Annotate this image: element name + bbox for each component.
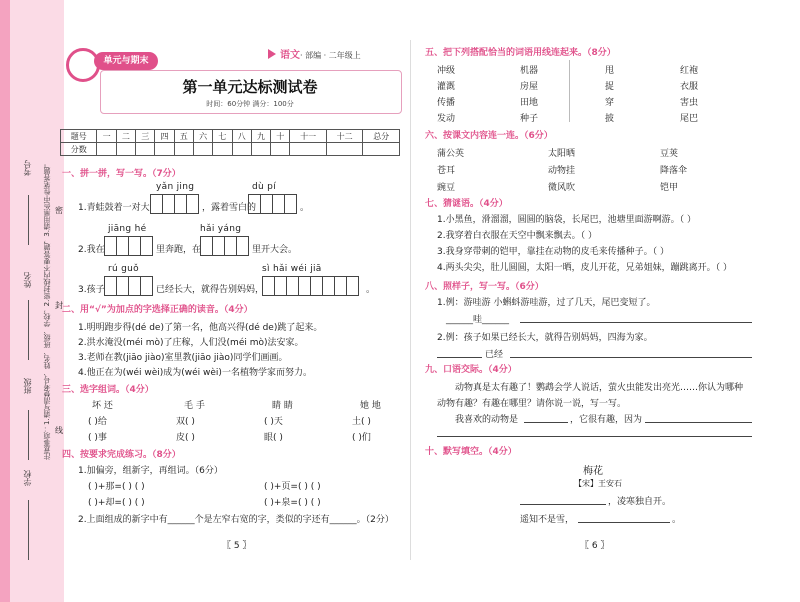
score-cell: 六	[193, 130, 212, 143]
s2-item-1: 1.明明跑步得(dé de)了第一名，他高兴得(dé de)跳了起来。	[78, 323, 323, 333]
score-input-cell[interactable]	[116, 143, 135, 156]
score-input-cell[interactable]	[174, 143, 193, 156]
write-grid-1[interactable]	[150, 194, 198, 214]
write-grid-6[interactable]	[262, 276, 358, 296]
s6-col2-2: 动物挂	[548, 166, 576, 176]
s9-answer-line[interactable]	[437, 436, 752, 437]
section-10-heading: 十、默写填空。（4分）	[425, 447, 517, 457]
section-8-heading: 八、照样子，写一写。（6分）	[425, 282, 544, 292]
s8-answer-line-2b[interactable]	[510, 357, 752, 358]
q2-text-c: 里开大会。	[252, 245, 298, 255]
s3-row2-4: ( )们	[352, 433, 371, 443]
s5-col4-4: 尾巴	[680, 114, 699, 124]
score-cell: 七	[213, 130, 232, 143]
s4-q2: 2.上面组成的新字中有______个是左窄右宽的字，类似的字还有______。（2分）	[78, 515, 394, 525]
s4-row1-1: ( )+那=( ) ( )	[88, 482, 145, 492]
s3-pair-3: 睛 睛	[272, 401, 293, 411]
s4-row1-2: ( )+页=( ) ( )	[264, 482, 321, 492]
s5-col4-2: 衣服	[680, 82, 699, 92]
s2-item-4: 4.他正在为(wéi wèi)成为(wéi wèi)一名植物学家而努力。	[78, 368, 312, 378]
page-title: 第一单元达标测试卷	[182, 78, 318, 96]
score-cell: 总分	[363, 130, 400, 143]
school-line	[28, 500, 29, 560]
s7-item-3: 3.我身穿带刺的铠甲，靠挂在动物的皮毛来传播种子。（ ）	[437, 247, 669, 257]
score-cell: 五	[174, 130, 193, 143]
score-row-label: 分数	[61, 143, 97, 156]
poem-blank-1[interactable]	[520, 504, 606, 505]
s9-paragraph-2: 动物有趣？有趣在哪里？请你说一说，写一写。	[437, 399, 627, 409]
q3-text-a: 3.孩子	[78, 285, 105, 295]
s8-example-1: 1.例：游哇游 小蝌蚪游哇游，过了几天，尾巴变短了。	[437, 298, 656, 308]
s3-pair-4: 她 地	[360, 401, 381, 411]
score-input-cell[interactable]	[271, 143, 290, 156]
s6-col1-3: 豌豆	[437, 183, 456, 193]
exam-number-label: 考号	[23, 160, 32, 176]
s5-col1-3: 传播	[437, 98, 456, 108]
s9-prompt-b: ，它很有趣，因为	[570, 415, 643, 425]
s5-col2-2: 房屋	[520, 82, 539, 92]
score-cell: 八	[232, 130, 251, 143]
s5-col3-4: 披	[605, 114, 615, 124]
section-1-heading: 一、拼一拼，写一写。（7分）	[62, 169, 181, 179]
s5-col1-4: 发动	[437, 114, 456, 124]
series-name: 语文	[280, 50, 300, 61]
section-3-heading: 三、选字组词。（4分）	[62, 385, 154, 395]
score-cell: 二	[116, 130, 135, 143]
s8-fill-2: 已经	[485, 350, 504, 360]
s2-item-3: 3.老师在教(jiāo jiào)室里教(jiāo jiào)同学们画画。	[78, 353, 288, 363]
s6-col3-2: 降落伞	[660, 166, 688, 176]
write-grid-2[interactable]	[248, 194, 296, 214]
score-input-cell[interactable]	[363, 143, 400, 156]
s8-answer-line-2a[interactable]	[437, 357, 482, 358]
score-input-cell[interactable]	[136, 143, 155, 156]
s8-answer-line-1[interactable]	[520, 322, 752, 323]
s5-col3-1: 甩	[605, 66, 615, 76]
s3-row1-4: 土( )	[352, 417, 371, 427]
name-line	[28, 300, 29, 360]
s5-col4-3: 害虫	[680, 98, 699, 108]
s5-col2-1: 机器	[520, 66, 539, 76]
series-sub: · 部编 · 二年级上	[300, 51, 361, 60]
q2-text-b: 里奔跑，在	[156, 245, 202, 255]
s5-col3-2: 捉	[605, 82, 615, 92]
class-label: 班级	[23, 378, 32, 394]
s8-fill-1[interactable]: ______哇______	[446, 315, 510, 325]
page-divider	[410, 40, 411, 560]
s3-row1-2: 双( )	[176, 417, 195, 427]
poem-author: 【宋】王安石	[574, 479, 622, 488]
s7-item-1: 1.小黑鱼，滑溜溜，圆圆的脑袋，长尾巴，池塘里面游啊游。（ ）	[437, 215, 696, 225]
s6-col2-1: 太阳晒	[548, 149, 576, 159]
q3-text-c: 。	[366, 285, 376, 295]
score-cell: 题号	[61, 130, 97, 143]
poem-line-2-start: 遥知不是雪，	[520, 515, 575, 525]
score-cell: 十	[271, 130, 290, 143]
score-input-cell[interactable]	[290, 143, 326, 156]
q1-text-c: 。	[300, 203, 310, 213]
page-number-left: 〖 5 〗	[222, 541, 252, 551]
poem-line-1-end: ，凌寒独自开。	[608, 497, 672, 507]
s5-col2-4: 种子	[520, 114, 539, 124]
s5-separator	[569, 60, 570, 122]
page-subtitle: 时间：60分钟 满分：100分	[206, 100, 294, 108]
s9-animal-blank[interactable]	[524, 422, 568, 423]
section-2-heading: 二、用“√”为加点的字选择正确的读音。（4分）	[62, 305, 253, 315]
s4-row2-1: ( )+却=( ) ( )	[88, 498, 145, 508]
poem-line-2-end: 。	[672, 515, 682, 525]
score-input-cell[interactable]	[193, 143, 212, 156]
score-input-cell[interactable]	[155, 143, 174, 156]
score-table-header-row	[61, 130, 400, 143]
q2-text-a: 2.我在	[78, 245, 105, 255]
score-input-cell[interactable]	[326, 143, 362, 156]
q1-text-b: ，露着雪白的	[202, 203, 257, 213]
section-6-heading: 六、按课文内容连一连。（6分）	[425, 131, 553, 141]
exam-number-line	[28, 195, 29, 245]
s5-col1-1: 冲级	[437, 66, 456, 76]
pinyin-2: dù pí	[252, 182, 276, 192]
write-grid-4[interactable]	[200, 236, 248, 256]
s5-col1-2: 灌溉	[437, 82, 456, 92]
score-cell: 九	[251, 130, 270, 143]
s7-item-2: 2.我穿着白衣服在天空中飘来飘去。（ ）	[437, 231, 597, 241]
s6-col1-2: 苍耳	[437, 166, 456, 176]
s5-col2-3: 田地	[520, 98, 539, 108]
s4-row2-2: ( )+泉=( ) ( )	[264, 498, 321, 508]
s3-pair-2: 毛 手	[184, 401, 205, 411]
s5-col3-3: 穿	[605, 98, 615, 108]
write-grid-5[interactable]	[104, 276, 152, 296]
section-7-heading: 七、猜谜语。（4分）	[425, 199, 508, 209]
section-4-heading: 四、按要求完成练习。（8分）	[62, 450, 181, 460]
s3-row1-3: ( )天	[264, 417, 283, 427]
section-5-heading: 五、把下列搭配恰当的词语用线连起来。（8分）	[425, 48, 616, 58]
section-9-heading: 九、口语交际。（4分）	[425, 365, 517, 375]
pinyin-6: sì hǎi wéi jiā	[262, 264, 322, 274]
seal-mark-3: 线	[55, 426, 63, 435]
binding-stripe	[0, 0, 10, 602]
score-cell: 三	[136, 130, 155, 143]
score-input-cell[interactable]	[213, 143, 232, 156]
score-cell: 十二	[326, 130, 362, 143]
s6-col3-1: 豆荚	[660, 149, 679, 159]
s9-prompt-a: 我喜欢的动物是	[455, 415, 519, 425]
s2-item-2: 2.洪水淹没(méi mò)了庄稼，人们没(méi mò)法安家。	[78, 338, 304, 348]
name-label: 姓名	[23, 272, 32, 288]
s9-reason-blank[interactable]	[645, 422, 752, 423]
s3-row1-1: ( )给	[88, 417, 107, 427]
s5-col4-1: 红袍	[680, 66, 699, 76]
q3-text-b: 已经长大，就得告别妈妈，	[156, 285, 265, 295]
s6-col2-3: 微风吹	[548, 183, 576, 193]
poem-title: 梅花	[583, 466, 603, 477]
pinyin-3: jiāng hé	[108, 224, 147, 234]
s3-pair-1: 坏 还	[92, 401, 113, 411]
class-line	[28, 410, 29, 460]
s8-example-2: 2.例：孩子如果已经长大，就得告别妈妈，四海为家。	[437, 333, 653, 343]
page-number-right: 〖 6 〗	[580, 541, 610, 551]
s6-col3-3: 铠甲	[660, 183, 679, 193]
pinyin-5: rú guǒ	[108, 264, 139, 274]
score-input-cell[interactable]	[232, 143, 251, 156]
score-table-score-row	[61, 143, 400, 156]
s3-row2-2: 皮( )	[176, 433, 195, 443]
s3-row2-1: ( )事	[88, 433, 107, 443]
seal-mark-1: 密	[55, 206, 63, 215]
s6-col1-1: 蒲公英	[437, 149, 465, 159]
score-cell: 四	[155, 130, 174, 143]
score-input-cell[interactable]	[251, 143, 270, 156]
attention-notes: 注意事项：1.请写清楚考号、姓名、班级、学校，2.密封线内不要答题，3.请用黑色中性笔答题。	[43, 159, 51, 460]
s7-item-4: 4.两头尖尖，肚儿圆圆，太阳一晒，皮儿开花，兄弟姐妹，蹦跳离开。（ ）	[437, 263, 732, 273]
score-cell: 一	[97, 130, 116, 143]
q1-text-a: 1.青蛙鼓着一对大	[78, 203, 150, 213]
score-cell: 十一	[290, 130, 326, 143]
s4-q1: 1.加偏旁，组新字，再组词。（6分）	[78, 466, 223, 476]
poem-blank-2[interactable]	[578, 522, 670, 523]
write-grid-3[interactable]	[104, 236, 152, 256]
score-table	[60, 129, 400, 156]
school-label: 学校	[23, 470, 32, 486]
play-arrow-icon	[268, 49, 276, 59]
unit-badge: 单元与期末	[94, 52, 158, 70]
pinyin-4: hǎi yáng	[200, 224, 242, 234]
pinyin-1: yǎn jing	[156, 182, 195, 192]
s9-paragraph-1: 动物真是太有趣了！鹦鹉会学人说话，萤火虫能发出亮光……你认为哪种	[455, 383, 744, 393]
s3-row2-3: 眼( )	[264, 433, 283, 443]
seal-mark-2: 封	[55, 301, 63, 310]
score-input-cell[interactable]	[97, 143, 116, 156]
